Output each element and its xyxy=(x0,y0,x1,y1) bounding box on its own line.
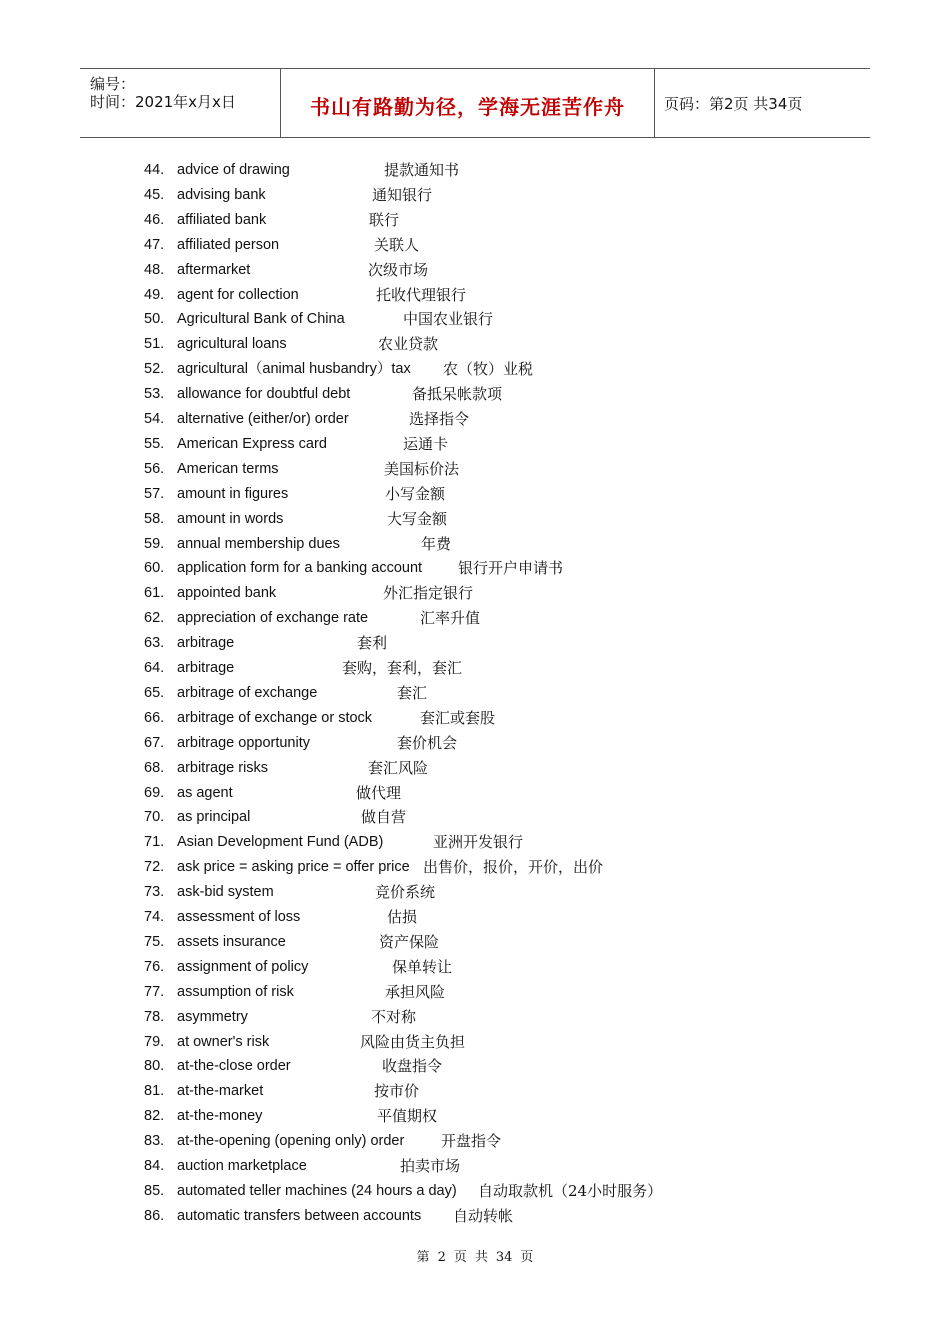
entry-number: 67. xyxy=(144,734,165,751)
entry-english-term: ask price = asking price = offer price xyxy=(177,859,410,876)
entry-number: 82. xyxy=(144,1108,165,1125)
entry-number: 55. xyxy=(144,435,165,452)
entry-number: 56. xyxy=(144,460,165,477)
footer-page-word: 页 xyxy=(520,1250,534,1265)
entry-english-term: application form for a banking account xyxy=(177,560,423,577)
entry-chinese-term: 不对称 xyxy=(371,1007,417,1026)
entry-chinese-term: 小写金额 xyxy=(385,484,446,503)
entry-chinese-term: 汇率升值 xyxy=(420,609,481,628)
entry-english-term: automatic transfers between accounts xyxy=(177,1207,422,1224)
entry-chinese-term: 收盘指令 xyxy=(382,1057,443,1076)
entry-english-term: advice of drawing xyxy=(177,162,290,178)
entry-number: 69. xyxy=(144,784,165,801)
entry-english-term: advising bank xyxy=(177,186,266,203)
entry-number: 86. xyxy=(144,1207,165,1224)
entry-english-term: American terms xyxy=(177,460,279,477)
entry-english-term: agricultural loans xyxy=(177,336,287,353)
entry-number: 44. xyxy=(144,162,165,178)
entry-number: 54. xyxy=(144,411,165,427)
entry-english-term: assignment of policy xyxy=(177,958,309,975)
page-footer xyxy=(0,1246,950,1265)
entry-number: 78. xyxy=(144,1008,165,1025)
entry-english-term: at-the-money xyxy=(177,1108,263,1125)
entry-number: 85. xyxy=(144,1182,165,1199)
entry-number: 62. xyxy=(144,610,165,627)
entry-number: 58. xyxy=(144,510,165,527)
header-motto-cell xyxy=(280,69,655,137)
footer-total-number: 34 xyxy=(495,1250,513,1265)
entry-chinese-term: 自动取款机（24小时服务） xyxy=(478,1181,663,1200)
entry-english-term: auction marketplace xyxy=(177,1158,307,1174)
entry-number: 48. xyxy=(144,261,165,278)
entry-chinese-term: 出售价，报价，开价，出价 xyxy=(423,858,604,877)
entry-number: 74. xyxy=(144,909,165,925)
entry-number: 64. xyxy=(144,660,165,676)
entry-english-term: arbitrage of exchange xyxy=(177,684,318,701)
footer-page-word: 第 xyxy=(416,1250,430,1265)
entry-number: 79. xyxy=(144,1033,165,1050)
entry-english-term: allowance for doubtful debt xyxy=(177,386,351,403)
entry-number: 68. xyxy=(144,759,165,776)
entry-number: 76. xyxy=(144,958,165,975)
entry-english-term: annual membership dues xyxy=(177,535,340,552)
entry-chinese-term: 套价机会 xyxy=(397,733,458,752)
entry-number: 72. xyxy=(144,859,165,876)
entry-chinese-term: 年费 xyxy=(421,534,452,553)
entry-chinese-term: 关联人 xyxy=(374,235,420,254)
entry-number: 50. xyxy=(144,311,165,328)
header-motto: 书山有路勤为径，学海无涯苦作舟 xyxy=(310,95,625,119)
entry-english-term: agent for collection xyxy=(177,286,299,303)
entry-english-term: arbitrage risks xyxy=(177,759,269,776)
entry-number: 53. xyxy=(144,386,165,403)
entry-english-term: appointed bank xyxy=(177,585,277,602)
entry-number: 84. xyxy=(144,1158,165,1174)
header-meta-cell xyxy=(80,69,280,137)
page-header xyxy=(80,68,870,138)
entry-chinese-term: 亚洲开发银行 xyxy=(433,833,524,852)
entry-chinese-term: 风险由货主负担 xyxy=(360,1032,466,1051)
entry-number: 80. xyxy=(144,1058,165,1075)
entry-number: 51. xyxy=(144,336,165,353)
entry-number: 83. xyxy=(144,1133,165,1150)
entry-english-term: alternative (either/or) order xyxy=(177,411,349,427)
entry-english-term: agricultural（animal husbandry）tax xyxy=(177,361,411,378)
entry-chinese-term: 资产保险 xyxy=(379,932,440,951)
entry-chinese-term: 开盘指令 xyxy=(441,1132,502,1151)
entry-number: 77. xyxy=(144,983,165,1000)
entry-english-term: American Express card xyxy=(177,435,327,452)
entry-chinese-term: 承担风险 xyxy=(385,982,446,1001)
entry-chinese-term: 竞价系统 xyxy=(375,883,436,902)
entry-chinese-term: 大写金额 xyxy=(387,509,448,528)
footer-page-word: 页 xyxy=(453,1250,467,1265)
entry-number: 52. xyxy=(144,361,165,378)
entry-number: 70. xyxy=(144,809,165,826)
entry-chinese-term: 托收代理银行 xyxy=(376,285,467,304)
entry-chinese-term: 做代理 xyxy=(356,783,402,802)
document-date-label: 时间：2021年x月x日 xyxy=(90,93,236,111)
entry-chinese-term: 外汇指定银行 xyxy=(383,584,474,603)
entry-chinese-term: 中国农业银行 xyxy=(403,310,494,329)
entry-chinese-term: 农（牧）业税 xyxy=(443,360,534,379)
entry-english-term: amount in figures xyxy=(177,485,289,502)
entry-english-term: appreciation of exchange rate xyxy=(177,610,369,627)
entry-number: 81. xyxy=(144,1083,165,1100)
entry-english-term: at owner's risk xyxy=(177,1033,270,1050)
entry-english-term: at-the-close order xyxy=(177,1058,291,1075)
entry-number: 47. xyxy=(144,236,165,253)
entry-english-term: affiliated bank xyxy=(177,211,267,228)
entry-chinese-term: 美国标价法 xyxy=(384,459,460,478)
entry-english-term: at-the-opening (opening only) order xyxy=(177,1133,405,1150)
entry-english-term: Agricultural Bank of China xyxy=(177,311,345,328)
entry-number: 66. xyxy=(144,709,165,726)
entry-chinese-term: 套汇风险 xyxy=(368,758,429,777)
entry-english-term: assessment of loss xyxy=(177,909,301,925)
entry-english-term: assets insurance xyxy=(177,933,286,950)
entry-chinese-term: 保单转让 xyxy=(392,957,453,976)
entry-number: 45. xyxy=(144,186,165,203)
entry-chinese-term: 自动转帐 xyxy=(453,1206,514,1225)
entry-number: 65. xyxy=(144,684,165,701)
entry-english-term: arbitrage opportunity xyxy=(177,734,310,751)
entry-english-term: ask-bid system xyxy=(177,884,274,901)
entry-chinese-term: 备抵呆帐款项 xyxy=(412,385,503,404)
entry-number: 71. xyxy=(144,834,165,851)
header-page-cell xyxy=(654,69,870,137)
entry-number: 57. xyxy=(144,485,165,502)
entry-chinese-term: 套利 xyxy=(357,634,388,653)
entry-chinese-term: 通知银行 xyxy=(372,185,433,204)
footer-page-number: 2 xyxy=(437,1250,446,1265)
entry-english-term: arbitrage of exchange or stock xyxy=(177,709,373,726)
entry-chinese-term: 平值期权 xyxy=(377,1107,438,1126)
entry-english-term: aftermarket xyxy=(177,261,251,278)
entry-english-term: at-the-market xyxy=(177,1083,264,1100)
entry-number: 61. xyxy=(144,585,165,602)
entry-chinese-term: 银行开户申请书 xyxy=(458,559,564,578)
entry-chinese-term: 套购，套利，套汇 xyxy=(342,659,463,677)
entry-english-term: asymmetry xyxy=(177,1008,248,1025)
document-code-label: 编号： xyxy=(90,75,136,93)
entry-chinese-term: 估损 xyxy=(387,908,418,926)
entry-english-term: as principal xyxy=(177,809,251,826)
entry-number: 63. xyxy=(144,635,165,652)
entry-number: 75. xyxy=(144,933,165,950)
entry-number: 49. xyxy=(144,286,165,303)
entry-english-term: amount in words xyxy=(177,510,284,527)
entry-number: 46. xyxy=(144,211,165,228)
footer-total-word: 共 xyxy=(474,1250,488,1265)
entry-number: 59. xyxy=(144,535,165,552)
entry-chinese-term: 拍卖市场 xyxy=(400,1157,461,1175)
entry-english-term: assumption of risk xyxy=(177,983,294,1000)
entry-english-term: Asian Development Fund (ADB) xyxy=(177,834,384,851)
entry-number: 60. xyxy=(144,560,165,577)
entry-number: 73. xyxy=(144,884,165,901)
header-page-info: 页码：第2页 共34页 xyxy=(664,95,803,113)
entry-chinese-term: 联行 xyxy=(369,210,400,229)
entry-english-term: affiliated person xyxy=(177,236,280,253)
entry-english-term: arbitrage xyxy=(177,635,235,652)
entry-english-term: automated teller machines (24 hours a day) xyxy=(177,1182,457,1199)
entry-chinese-term: 提款通知书 xyxy=(384,161,460,179)
entry-english-term: as agent xyxy=(177,784,233,801)
entry-chinese-term: 套汇或套股 xyxy=(420,708,496,727)
entry-chinese-term: 运通卡 xyxy=(403,434,449,453)
entry-chinese-term: 按市价 xyxy=(374,1082,420,1101)
entry-chinese-term: 次级市场 xyxy=(368,260,429,279)
entry-chinese-term: 做自营 xyxy=(361,808,407,827)
entry-chinese-term: 套汇 xyxy=(397,683,428,702)
entry-chinese-term: 农业贷款 xyxy=(378,335,439,354)
entry-english-term: arbitrage xyxy=(177,660,235,676)
entry-chinese-term: 选择指令 xyxy=(409,410,470,428)
